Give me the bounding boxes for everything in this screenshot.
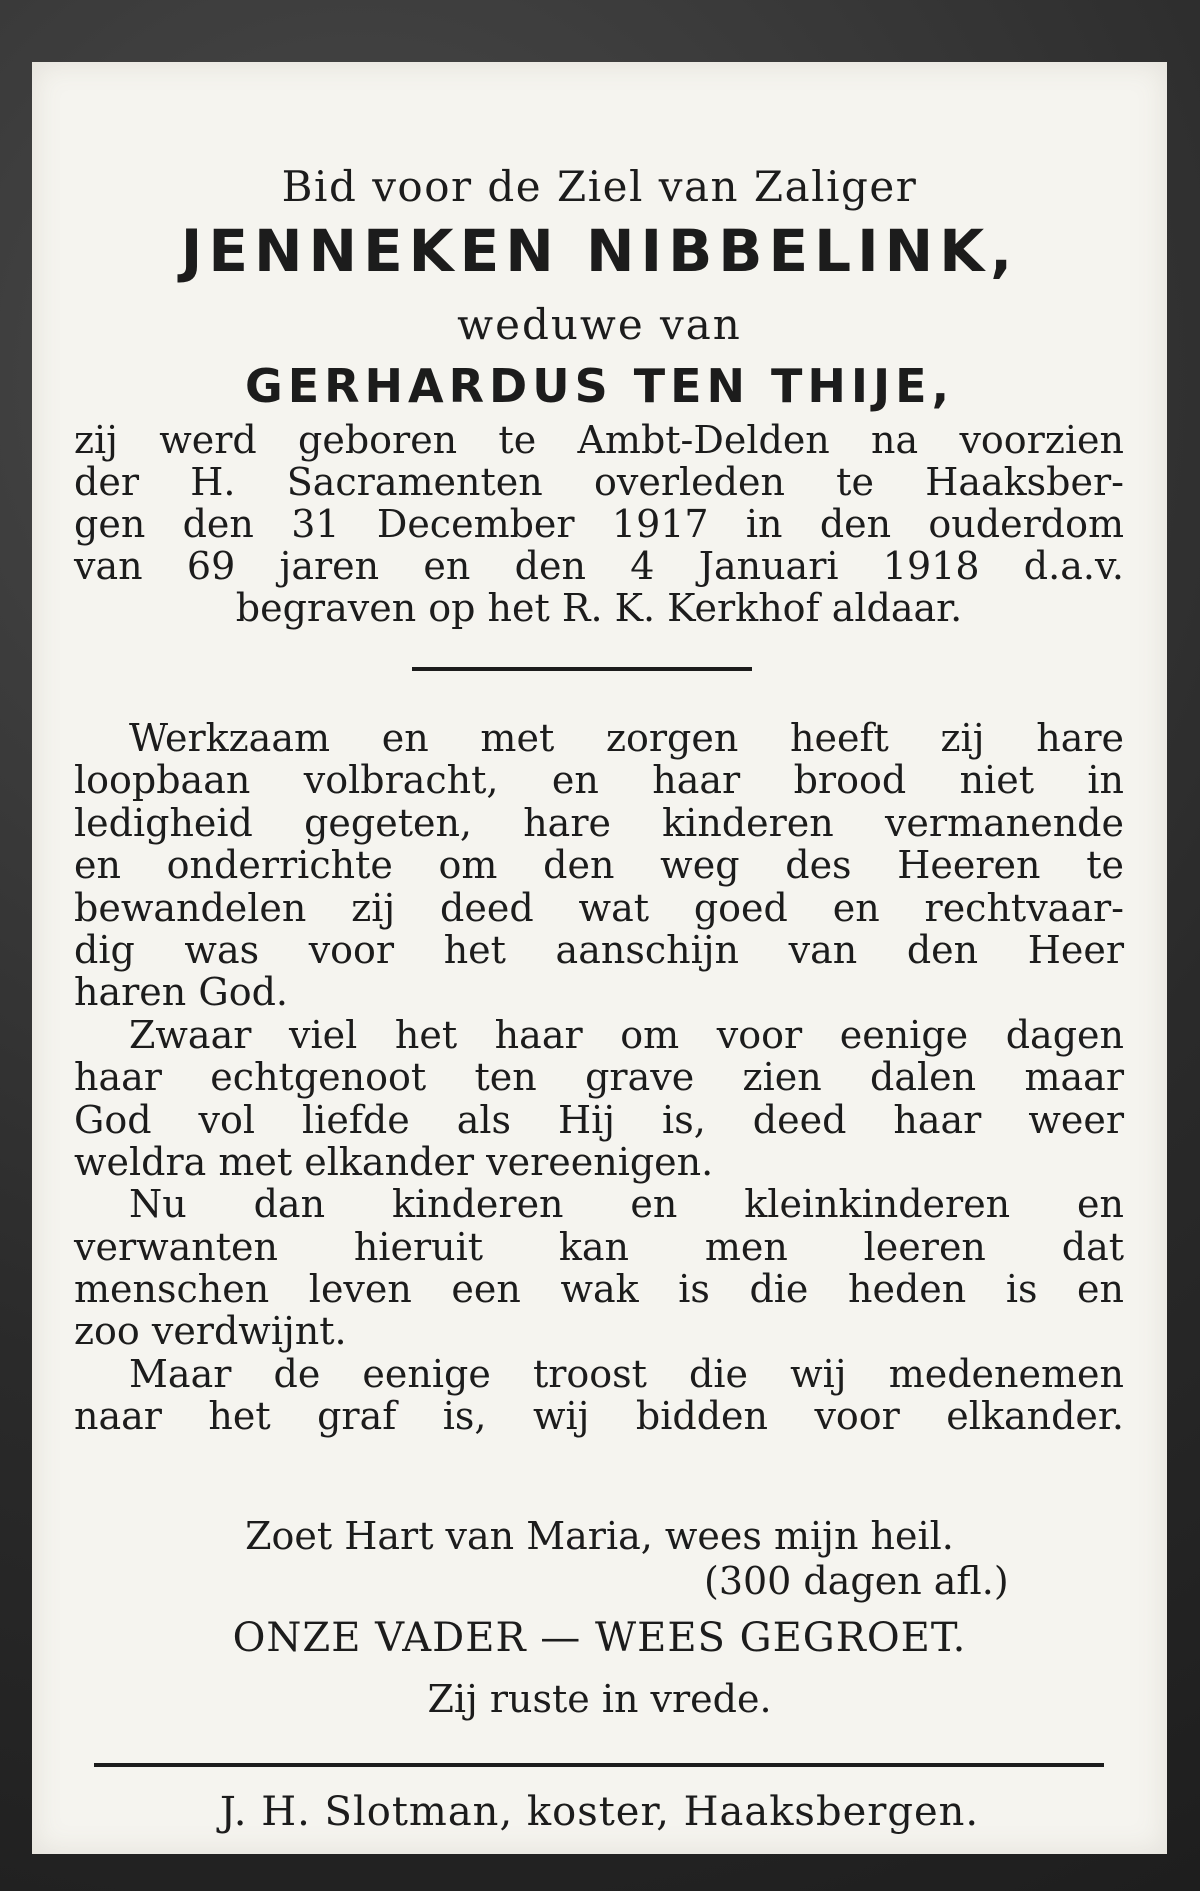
text-line: verwanten hieruit kan men leeren dat bbox=[74, 1224, 1124, 1269]
widow-of-line: weduwe van bbox=[457, 300, 742, 349]
text-line: naar het graf is, wij bidden voor elkander. bbox=[74, 1394, 1124, 1439]
text-line: Werkzaam en met zorgen heeft zij hare bbox=[129, 716, 1124, 760]
text-line: haar echtgenoot ten grave zien dalen maar bbox=[74, 1055, 1124, 1100]
biography-paragraph bbox=[74, 419, 1124, 629]
deceased-name: JENNEKEN NIBBELINK, bbox=[180, 217, 1019, 285]
ejaculation-prayer: Zoet Hart van Maria, wees mijn heil. bbox=[245, 1514, 954, 1558]
rest-in-peace-line: Zij ruste in vrede. bbox=[427, 1677, 772, 1721]
text-line: weldra met elkander vereenigen. bbox=[74, 1139, 714, 1184]
long-divider bbox=[94, 1763, 1104, 1767]
invocation-line: Bid voor de Ziel van Zaliger bbox=[281, 162, 918, 211]
devotional-text bbox=[74, 717, 1124, 1438]
text-line: menschen leven een wak is die heden is en bbox=[74, 1267, 1124, 1312]
text-line: en onderrichte om den weg des Heeren te bbox=[74, 843, 1124, 888]
text-line: Maar de eenige troost die wij medenemen bbox=[129, 1351, 1124, 1396]
biography-line: der H. Sacramenten overleden te Haaksber- bbox=[74, 460, 1124, 504]
text-line: dig was voor het aanschijn van den Heer bbox=[74, 927, 1124, 972]
husband-name: GERHARDUS TEN THIJE, bbox=[244, 359, 955, 413]
text-line: ledigheid gegeten, hare kinderen vermanende bbox=[74, 800, 1124, 845]
biography-line: begraven op het R. K. Kerkhof aldaar. bbox=[235, 586, 963, 630]
printer-credit: J. H. Slotman, koster, Haaksbergen. bbox=[219, 1789, 980, 1835]
short-divider bbox=[412, 667, 752, 671]
text-line: zoo verdwijnt. bbox=[74, 1309, 347, 1354]
biography-line: gen den 31 December 1917 in den ouderdom bbox=[74, 502, 1124, 546]
biography-line: van 69 jaren en den 4 Januari 1918 d.a.v. bbox=[74, 544, 1124, 588]
text-line: bewandelen zij deed wat goed en rechtvaar- bbox=[74, 885, 1124, 930]
text-line: loopbaan volbracht, en haar brood niet in bbox=[74, 758, 1124, 803]
text-line: Nu dan kinderen en kleinkinderen en bbox=[129, 1182, 1124, 1227]
prayers-line: ONZE VADER — WEES GEGROET. bbox=[232, 1615, 967, 1661]
text-line: haren God. bbox=[74, 970, 288, 1015]
biography-line: zij werd geboren te Ambt-Delden na voorzien bbox=[74, 418, 1124, 462]
indulgence-note: (300 dagen afl.) bbox=[704, 1559, 1009, 1603]
memorial-card bbox=[32, 62, 1167, 1854]
text-line: Zwaar viel het haar om voor eenige dagen bbox=[129, 1012, 1124, 1057]
text-line: God vol liefde als Hij is, deed haar weer bbox=[74, 1097, 1124, 1142]
